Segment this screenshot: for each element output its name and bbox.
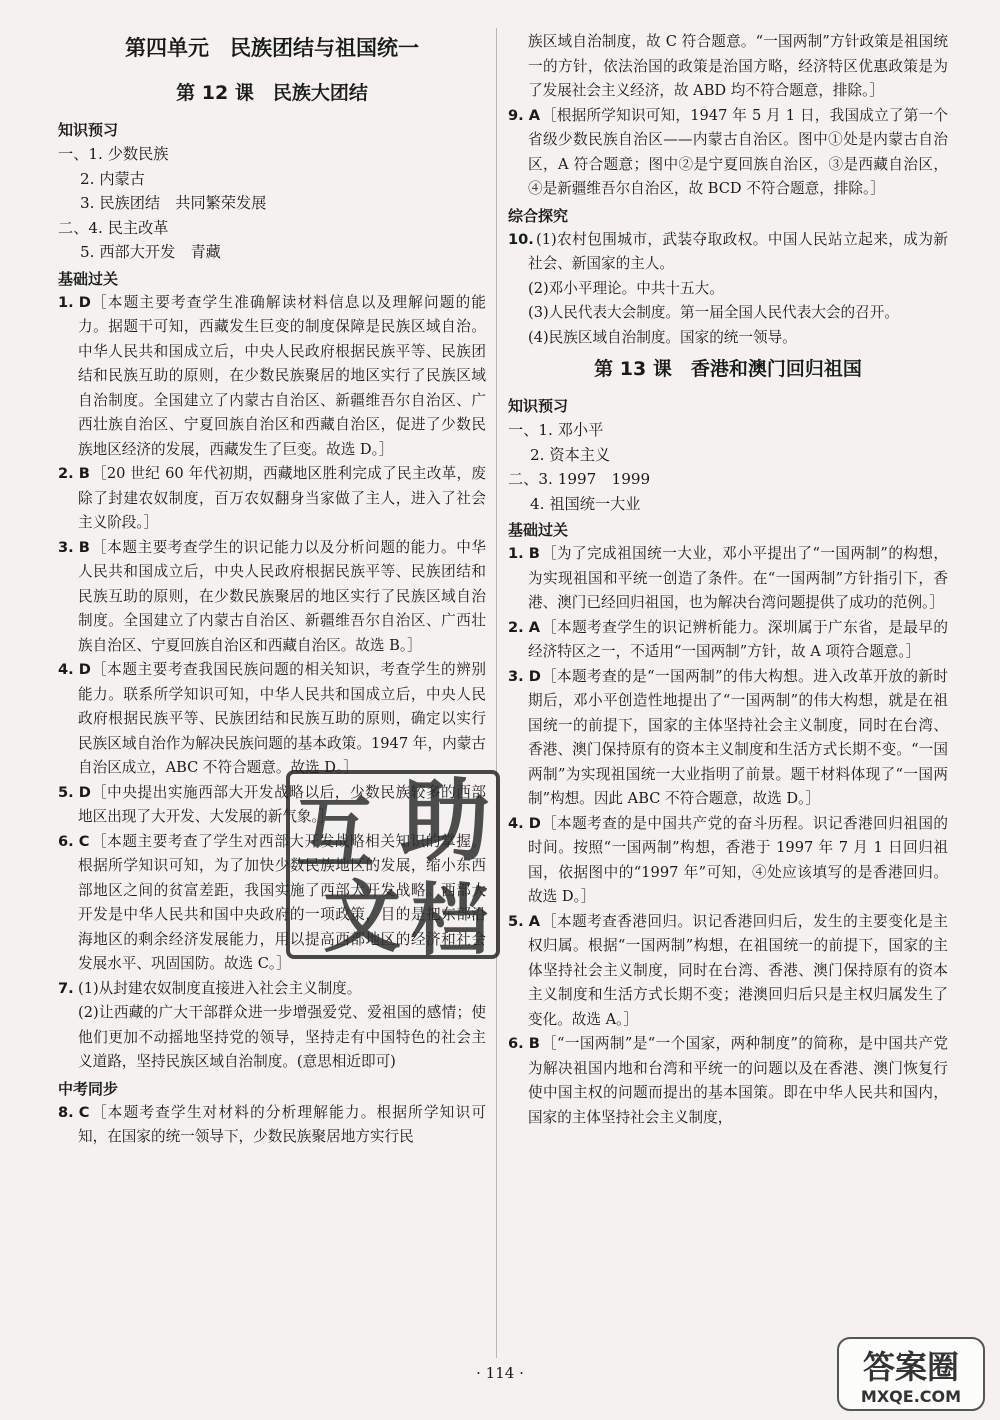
answer-text: ［本题主要考查我国民族问题的相关知识，考查学生的辨别能力。联系所学知识可知，中华人民共和国成立后，中央人民政府根据民族平等、民族团结和民族互助的原则，确定以实行民族区域自治作为解决民族问题的基本政策。1947 年，内蒙古自治区成立，ABC 不符合题意。故选 D。］ [78,661,486,776]
answer-number: 5. D [58,783,91,801]
answer-text: ［本题考查的是“一国两制”的伟大构想。进入改革开放的新时期后，邓小平创造性地提出了“一国两制”的伟大构想，就是在祖国统一的前提下，国家的主体坚持社会主义制度，同时在台湾、香港、澳门保持原有的资本主义制度和生活方式长期不变。“一国两制”为实现祖国统一大业指明了前景。题干材料体现了“一国两制”构想。因此 ABC 不符合题意，故选 D。］ [528,667,948,807]
preview-item: 5. 西部大开发 青藏 [80,243,221,261]
lesson-title-12: 第 12 课 民族大团结 [176,82,368,104]
preview-item: 2. 资本主义 [530,445,611,464]
answer-text: (1)农村包围城市，武装夺取政权。中国人民站立起来，成为新社会、新国家的主人。 [528,230,948,272]
answer-number: 6. C [58,832,90,850]
section-heading-basic: 基础过关 [58,269,119,288]
answer-item [58,536,486,659]
answer-text: ［本题考查香港回归。识记香港回归后，发生的主要变化是主权归属。根据“一国两制”构想，在祖国统一的前提下，国家的主体坚持社会主义制度，同时在台湾、香港、澳门保持原有的资本主义制度和生活方式长期不变；港澳回归后只是主权归属发生了变化。故选 A。］ [528,912,948,1028]
answer-text: ［本题主要考查学生准确解读材料信息以及理解问题的能力。据题干可知，西藏发生巨变的制度保障是民族区域自治。中华人民共和国成立后，中央人民政府根据民族平等、民族团结和民族互助的原则，在少数民族聚居的地区实行了民族区域自治制度。全国建立了内蒙古自治区、新疆维吾尔自治区、广西壮族自治区、宁夏回族自治区和西藏自治区，促进了少数民族地区经济的发展，西藏发生了巨变。故选 D。］ [78,293,486,458]
answer-number: 6. B [508,1035,540,1052]
left-column [58,30,486,1150]
answer-subitem: (4)民族区域自治制度。国家的统一领导。 [528,328,797,346]
answer-text: ［本题主要考查了学生对西部大开发战略相关知识的掌握。根据所学知识可知，为了加快少数民族地区的发展，缩小东西部地区之间的贫富差距，我国实施了西部大开发战略。西部大开发是中华人民共和国中央政府的一项政策，目的是把东部沿海地区的剩余经济发展能力，用以提高西部地区的经济和社会发展水平、巩固国防。故选 C。］ [78,832,486,972]
preview-item: 2. 内蒙古 [80,169,145,188]
answer-continuation: 族区域自治制度，故 C 符合题意。“一国两制”方针政策是祖国统一的方针，依法治国的政策是治国方略，经济特区优惠政策是为了发展社会主义经济，故 ABD 均不符合题意，排除。］ [528,33,948,99]
answer-text: ［本题主要考查学生的识记能力以及分析问题的能力。中华人民共和国成立后，中央人民政府根据民族平等、民族团结和民族互助的原则，在少数民族聚居的地区实行了民族区域自治制度。全国建立了内蒙古自治区、新疆维吾尔自治区、广西壮族自治区、宁夏回族自治区和西藏自治区。故选 B。］ [78,538,486,654]
answer-item [58,1101,486,1150]
logo-subtext: MXQE.COM [860,1387,962,1406]
answer-subitem: (2)邓小平理论。中共十五大。 [528,279,724,297]
unit-title: 第四单元 民族团结与祖国统一 [125,36,419,60]
preview-item: 二、4. 民主改革 [58,218,169,237]
preview-item: 3. 民族团结 共同繁荣发展 [80,194,267,212]
preview-item: 一、1. 少数民族 [58,145,169,163]
page-number: · 114 · [476,1364,524,1382]
stamp-char: 文 [322,873,402,963]
section-heading-explore: 综合探究 [508,206,569,225]
answer-text: ［20 世纪 60 年代初期，西藏地区胜利完成了民主改革，废除了封建农奴制度，百万农奴翻身当家做了主人，进入了社会主义阶段。］ [78,465,486,531]
answer-item [58,462,486,536]
answer-item [508,665,948,812]
answer-number: 3. B [58,538,90,556]
answer-number: 10. [508,230,534,248]
answer-item [508,104,948,202]
answer-subitem: (2)让西藏的广大干部群众进一步增强爱党、爱祖国的感情；使他们更加不动摇地坚持党的领导，坚持走有中国特色的社会主义道路，坚持民族区域自治制度。(意思相近即可) [78,1004,486,1070]
preview-item: 二、3. 1997 1999 [508,470,651,488]
answer-number: 7. [58,979,74,997]
right-column [508,30,948,1130]
preview-item: 一、1. 邓小平 [508,421,604,439]
lesson-title-13: 第 13 课 香港和澳门回归祖国 [594,358,862,380]
answer-number: 3. D [508,667,541,685]
answer-number: 4. D [508,814,541,832]
stamp-char: 助 [400,769,490,874]
answer-number: 4. D [58,661,91,678]
answer-number: 2. B [58,465,90,482]
answer-item [508,616,948,665]
answer-text: ［本题考查学生对材料的分析理解能力。根据所学知识可知，在国家的统一领导下，少数民族聚居地方实行民 [78,1103,486,1145]
answer-text: ［为了完成祖国统一大业，邓小平提出了“一国两制”的构想，为实现祖国和平统一创造了条件。在“一国两制”方针指引下，香港、澳门已经回归祖国，也为解决台湾问题提供了成功的范例。］ [528,545,948,611]
section-heading-preview: 知识预习 [508,397,569,415]
answer-text: ［“一国两制”是“一个国家，两种制度”的简称，是中国共产党为解决祖国内地和台湾和平统一的问题以及在香港、澳门恢复行使中国主权的问题而提出的基本国策。即在中华人民共和国内，国家的主体坚持社会主义制度， [528,1035,948,1126]
answer-item [508,1032,948,1130]
answer-number: 9. A [508,106,541,124]
watermark-stamp [280,752,510,972]
answer-number: 1. D [58,293,91,311]
stamp-char: 档 [410,876,490,966]
answer-text: ［中央提出实施西部大开发战略以后，少数民族较多的西部地区出现了大开发、大发展的新气象。］ [78,783,486,825]
site-logo [836,1336,986,1412]
logo-text: 答案圈 [862,1348,960,1386]
column-divider [496,28,497,1358]
stamp-char: 互 [295,789,375,879]
answer-text: ［本题考查学生的识记辨析能力。深圳属于广东省，是最早的经济特区之一，不适用“一国两制”方针，故 A 项符合题意。］ [528,618,948,660]
answer-number: 8. C [58,1103,90,1121]
answer-text: ［本题考查的是中国共产党的奋斗历程。识记香港回归祖国的时间。按照“一国两制”构想，香港于 1997 年 7 月 1 日回归祖国，依据图中的“1997 年”可知，④处应该填写的是香港回归。故选 D。］ [528,814,948,905]
answer-subitem: (3)人民代表大会制度。第一届全国人民代表大会的召开。 [528,304,899,321]
answer-number: 1. B [508,545,540,562]
section-heading-preview: 知识预习 [58,121,119,139]
answer-item [508,812,948,910]
answer-number: 5. A [508,912,541,930]
answer-text: (1)从封建农奴制度直接进入社会主义制度。 [78,979,362,997]
answer-item [508,228,948,277]
preview-item: 4. 祖国统一大业 [530,494,641,513]
section-heading-exam: 中考同步 [58,1079,119,1098]
answer-text: ［根据所学知识可知，1947 年 5 月 1 日，我国成立了第一个省级少数民族自治区——内蒙古自治区。图中①处是内蒙古自治区，A 符合题意；图中②是宁夏回族自治区，③是西藏自治区，④是新疆维吾尔自治区，故 BCD 不符合题意，排除。］ [528,106,948,197]
answer-item [508,910,948,1033]
answer-item [508,542,948,616]
answer-number: 2. A [508,618,541,636]
answer-item [58,977,486,1002]
section-heading-basic: 基础过关 [508,521,569,539]
answer-item [58,291,486,463]
